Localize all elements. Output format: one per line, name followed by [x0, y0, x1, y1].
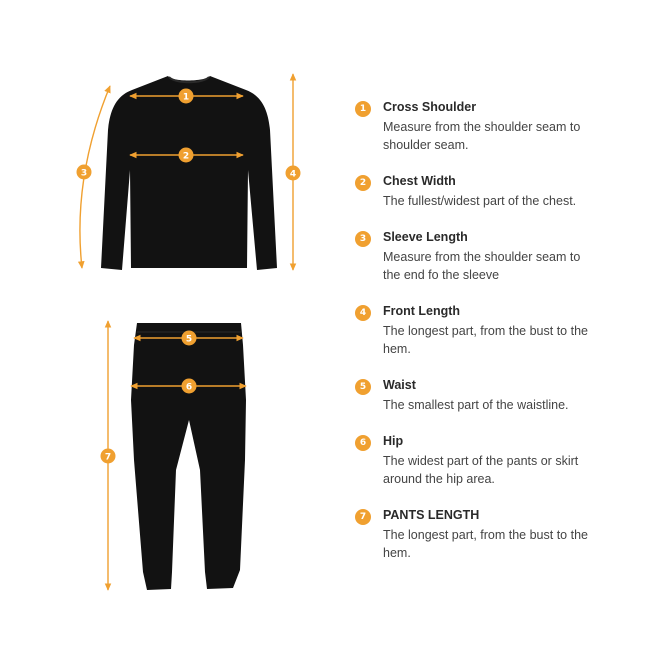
- figure-badge-7: [101, 449, 116, 464]
- number-badge: 7: [355, 509, 371, 525]
- figure-badge-5: [182, 331, 197, 346]
- pants-image: [131, 323, 246, 590]
- svg-text:5: 5: [185, 334, 193, 345]
- sweater-image: [101, 76, 277, 270]
- number-badge: 1: [355, 101, 371, 117]
- legend-title: Front Length: [383, 304, 461, 318]
- figure-badge-3: [77, 165, 92, 180]
- legend-title: PANTS LENGTH: [383, 508, 480, 522]
- svg-text:7: 7: [104, 452, 112, 463]
- legend-description: Measure from the shoulder seam to shoulder seam.: [383, 120, 581, 152]
- legend-title: Sleeve Length: [383, 230, 468, 244]
- svg-text:3: 3: [80, 168, 88, 179]
- legend-description: Measure from the shoulder seam to the end fo the sleeve: [383, 250, 581, 282]
- legend-title: Waist: [383, 378, 416, 392]
- number-badge: 4: [355, 305, 371, 321]
- legend-description: The fullest/widest part of the chest.: [383, 194, 577, 208]
- legend-title: Chest Width: [383, 174, 456, 188]
- number-badge: 5: [355, 379, 371, 395]
- number-badge: 6: [355, 435, 371, 451]
- legend-title: Cross Shoulder: [383, 100, 477, 114]
- svg-text:6: 6: [185, 382, 193, 393]
- legend-description: The longest part, from the bust to the hem.: [383, 324, 588, 356]
- svg-text:1: 1: [182, 92, 190, 103]
- legend-description: The smallest part of the waistline.: [383, 398, 569, 412]
- svg-text:2: 2: [182, 151, 190, 162]
- legend-description: The longest part, from the bust to the hem.: [383, 528, 588, 560]
- number-badge: 2: [355, 175, 371, 191]
- figure-badge-1: [179, 89, 194, 104]
- legend-description: The widest part of the pants or skirt around the hip area.: [383, 454, 579, 486]
- legend-title: Hip: [383, 434, 404, 448]
- figure-badge-6: [182, 379, 197, 394]
- figure-badge-2: [179, 148, 194, 163]
- svg-text:4: 4: [289, 169, 297, 180]
- number-badge: 3: [355, 231, 371, 247]
- figure-badge-4: [286, 166, 301, 181]
